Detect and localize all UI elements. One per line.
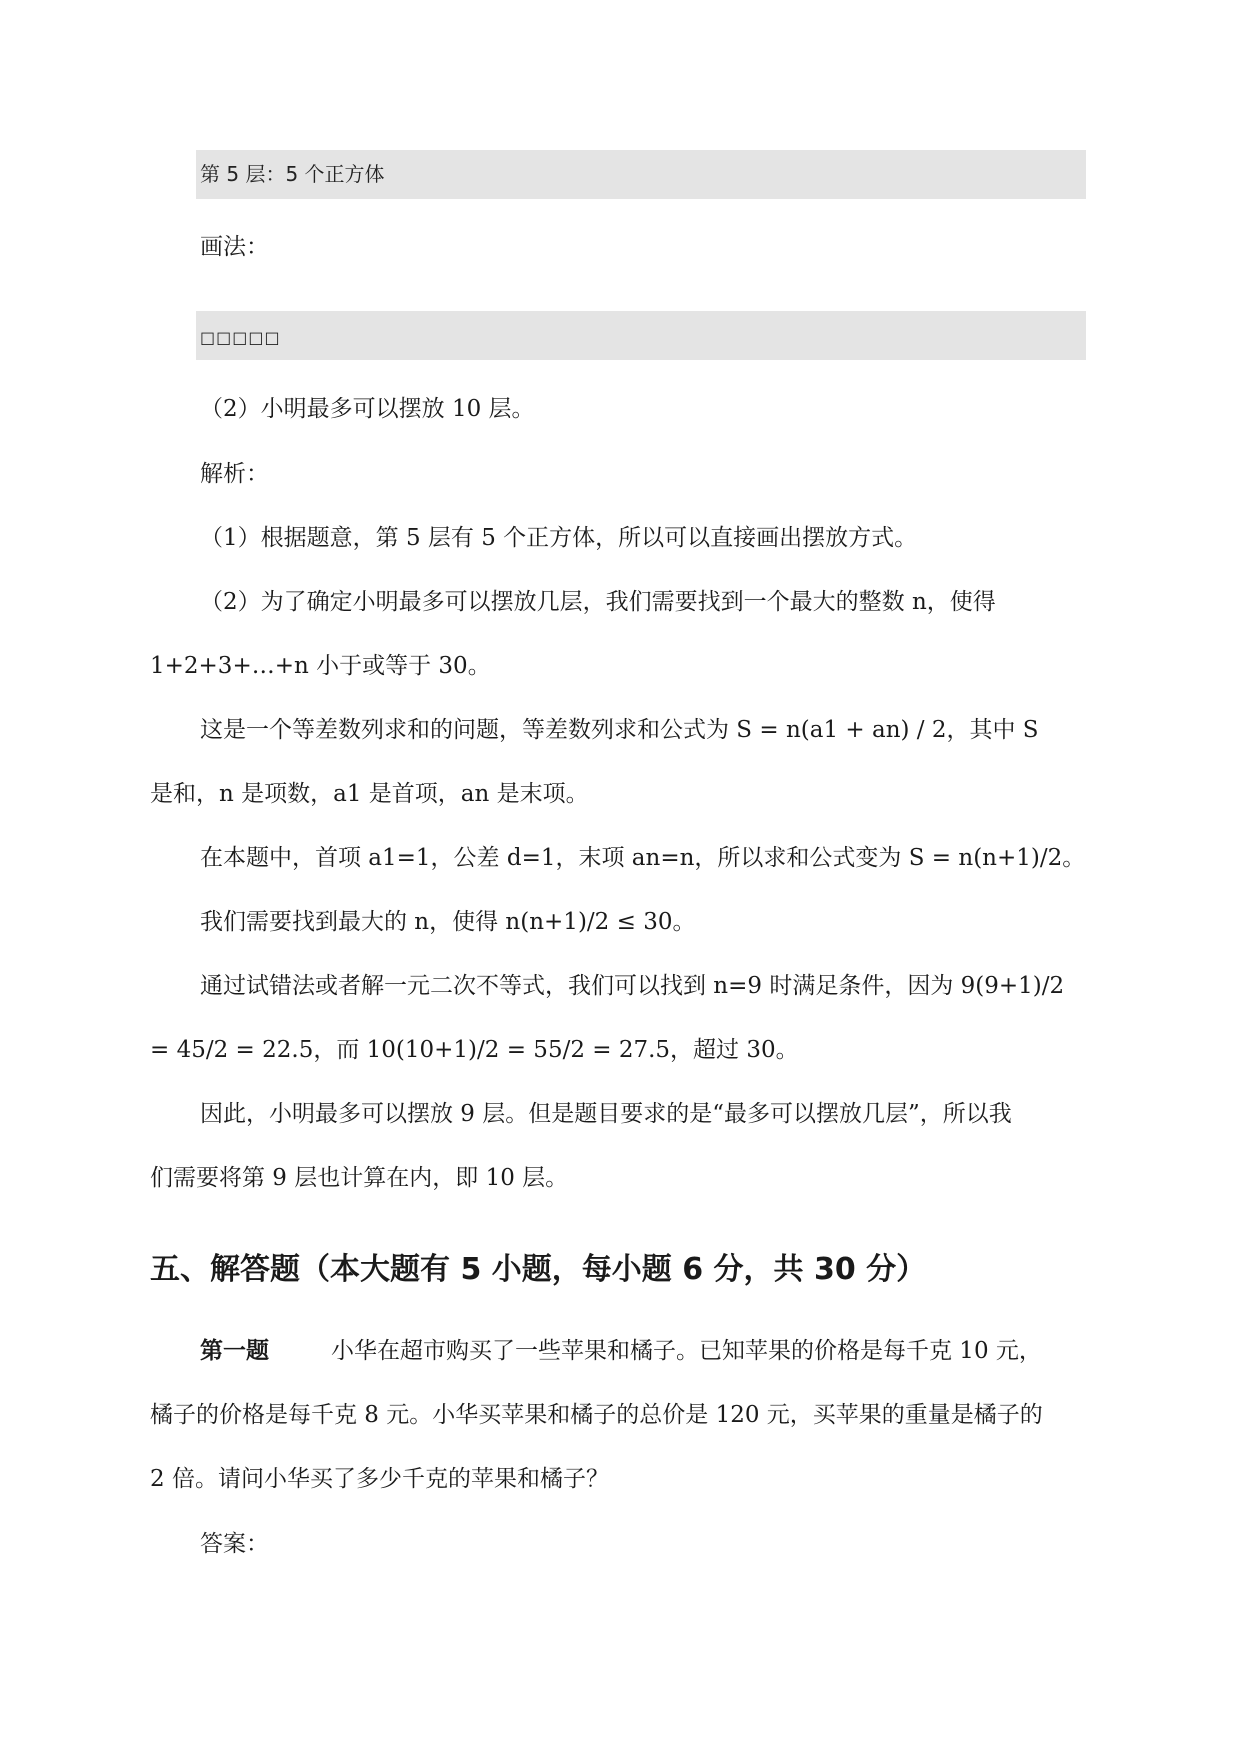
analysis-label: 解析： <box>200 461 269 487</box>
analysis-line: 1+2+3+…+n 小于或等于 30。 <box>150 653 491 679</box>
draw-label: 画法： <box>200 234 269 260</box>
question-label: 第一题 <box>200 1338 269 1364</box>
code-block-layer5 <box>196 150 1086 199</box>
answer-part2: （2）小明最多可以摆放 10 层。 <box>200 396 535 422</box>
question1-first-line <box>200 1336 1042 1366</box>
code-block-text: 第 5 层：5 个正方体 <box>200 162 385 186</box>
analysis-line: （1）根据题意，第 5 层有 5 个正方体，所以可以直接画出摆放方式。 <box>200 525 918 551</box>
question-text: 小华在超市购买了一些苹果和橘子。已知苹果的价格是每千克 10 元， <box>331 1338 1042 1364</box>
analysis-line: 我们需要找到最大的 n，使得 n(n+1)/2 ≤ 30。 <box>200 909 696 935</box>
code-block-text: □□□□□ <box>200 328 281 347</box>
answer-label: 答案： <box>200 1531 269 1557</box>
analysis-line: 们需要将第 9 层也计算在内，即 10 层。 <box>150 1165 569 1191</box>
analysis-line: 因此，小明最多可以摆放 9 层。但是题目要求的是“最多可以摆放几层”，所以我 <box>200 1101 1012 1127</box>
analysis-line: = 45/2 = 22.5，而 10(10+1)/2 = 55/2 = 27.5，超过 30。 <box>150 1037 799 1063</box>
question-text: 2 倍。请问小华买了多少千克的苹果和橘子？ <box>150 1466 609 1492</box>
code-block-drawing <box>196 311 1086 360</box>
analysis-line: 在本题中，首项 a1=1，公差 d=1，末项 an=n，所以求和公式变为 S = n(n+1)/2。 <box>200 845 1086 871</box>
analysis-line: 是和，n 是项数，a1 是首项，an 是末项。 <box>150 781 589 807</box>
analysis-line: 通过试错法或者解一元二次不等式，我们可以找到 n=9 时满足条件，因为 9(9+1)/2 <box>200 973 1065 999</box>
section-heading: 五、解答题（本大题有 5 小题，每小题 6 分，共 30 分） <box>150 1252 927 1287</box>
question-text: 橘子的价格是每千克 8 元。小华买苹果和橘子的总价是 120 元，买苹果的重量是橘子的 <box>150 1402 1043 1428</box>
analysis-line: （2）为了确定小明最多可以摆放几层，我们需要找到一个最大的整数 n，使得 <box>200 589 996 615</box>
analysis-line: 这是一个等差数列求和的问题，等差数列求和公式为 S = n(a1 + an) / 2，其中 S <box>200 717 1039 743</box>
